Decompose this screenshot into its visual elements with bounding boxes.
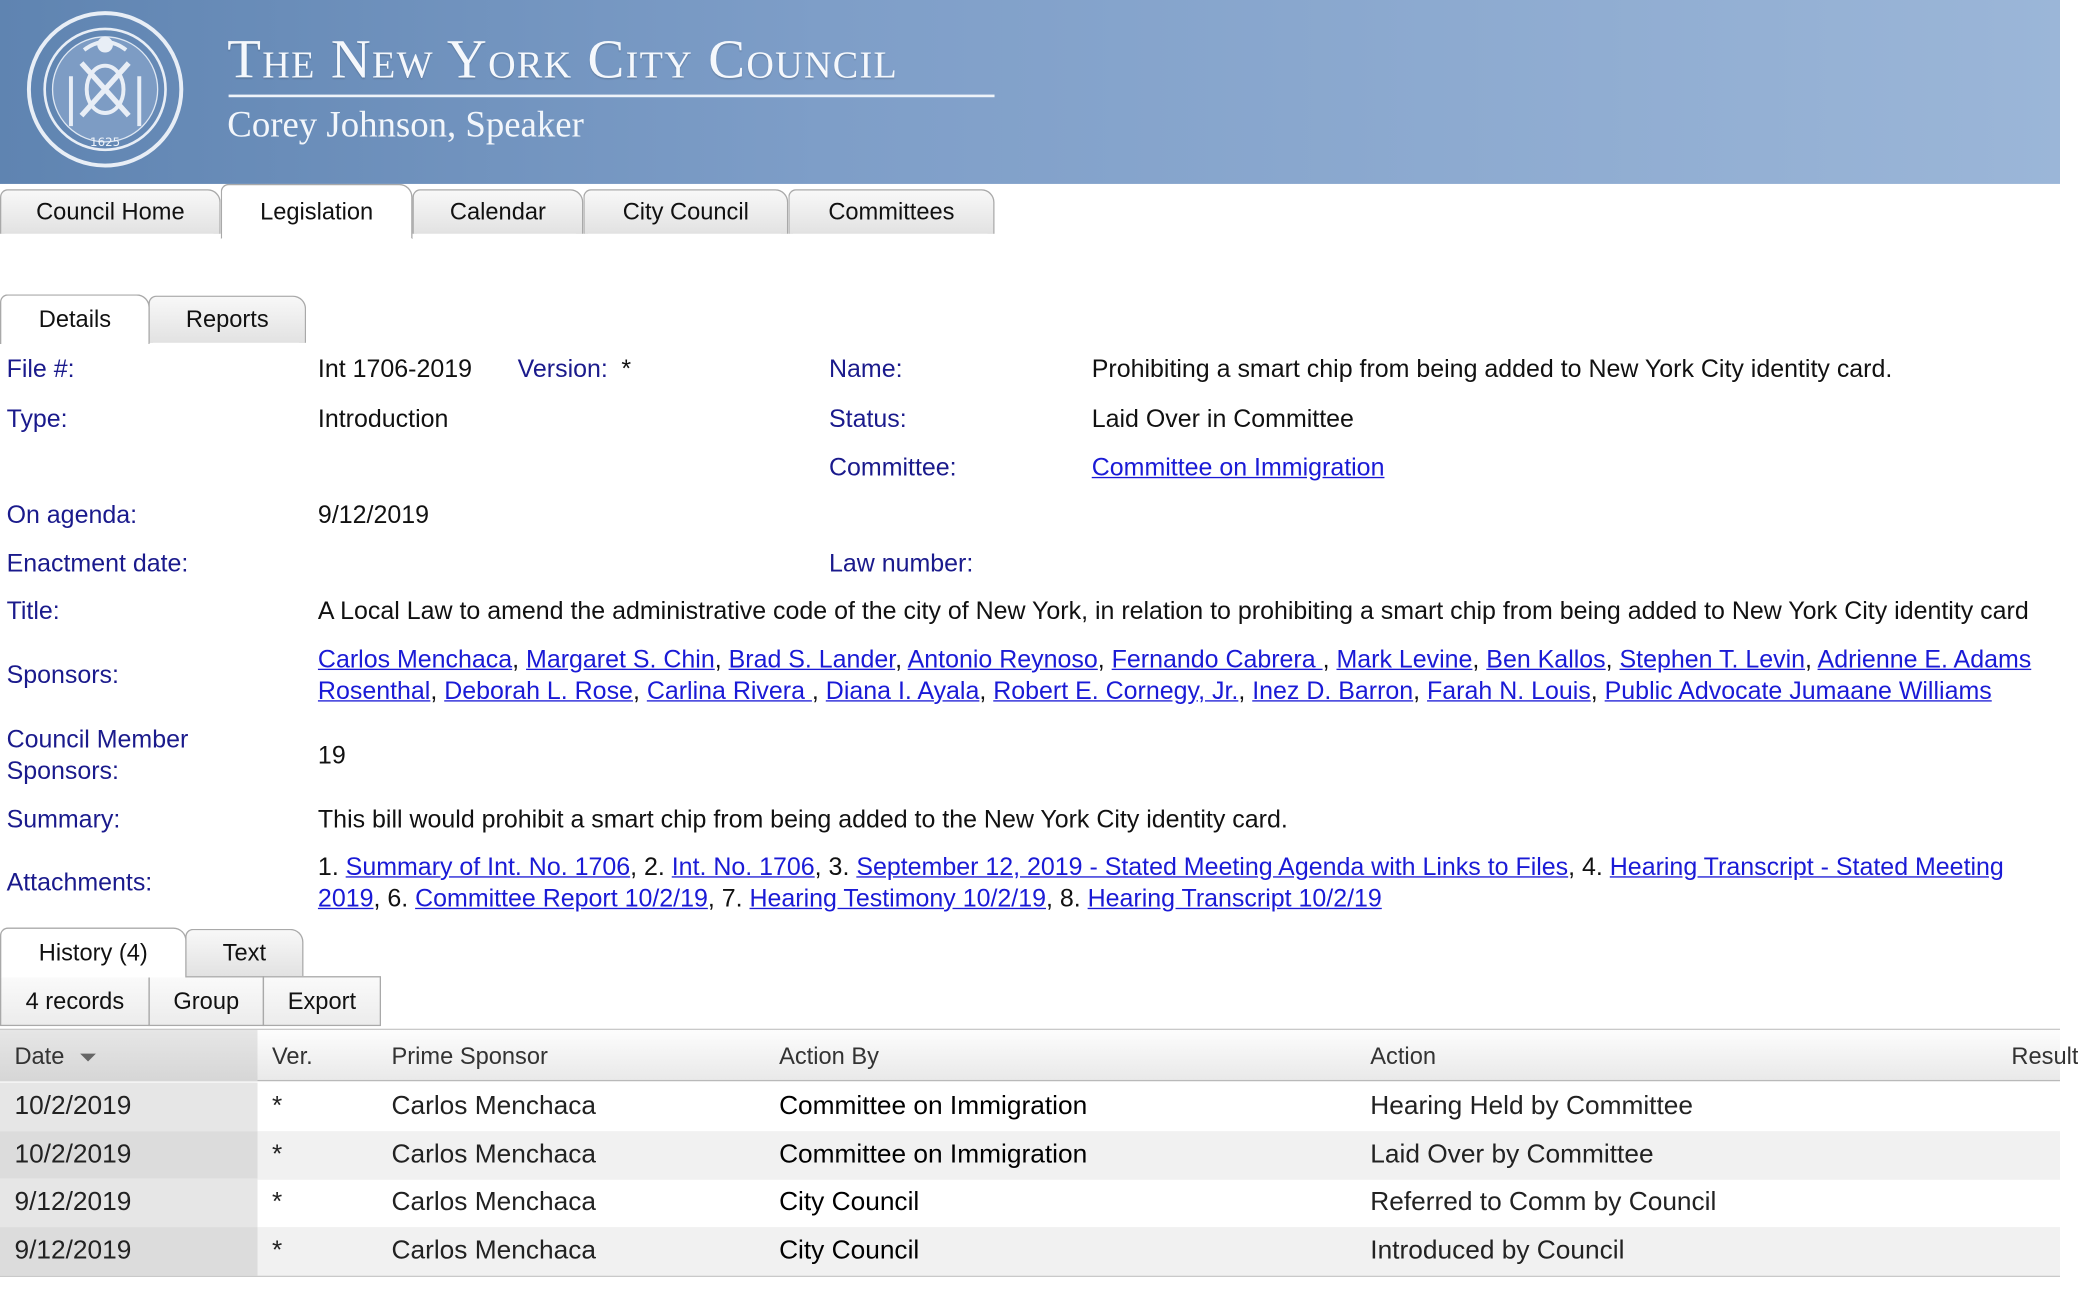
row-date: 9/12/2019	[14, 1236, 132, 1266]
type-value: Introduction	[317, 405, 449, 434]
column-header-version[interactable]: Ver.	[271, 1043, 313, 1070]
export-button[interactable]: Export	[263, 976, 381, 1026]
row-action: Laid Over by Committee	[1370, 1140, 1654, 1170]
sponsor-link[interactable]: Ben Kallos	[1486, 646, 1606, 674]
table-header	[0, 1029, 2078, 1082]
table-row[interactable]	[0, 1083, 2060, 1132]
cm-sponsors-label-2: Sponsors:	[6, 758, 119, 786]
title-value: A Local Law to amend the administrative code of the city of New York, in relation to prohibiting a smart chip from being added to New York City identity card	[317, 597, 2029, 626]
separator: ,	[630, 853, 644, 882]
separator: ,	[814, 853, 829, 882]
column-header-action-by[interactable]: Action By	[779, 1043, 879, 1070]
version-value: *	[621, 356, 632, 384]
sponsor-link[interactable]: Farah N. Louis	[1427, 677, 1591, 706]
sort-descending-icon	[79, 1051, 97, 1064]
row-version: *	[271, 1236, 283, 1266]
law-number-label: Law number:	[828, 550, 974, 579]
sponsors-line-2	[318, 678, 1992, 707]
attachment-number: 1.	[317, 853, 346, 882]
svg-text:1625: 1625	[90, 134, 121, 149]
attachment-link[interactable]: September 12, 2019 - Stated Meeting Agenda with Links to Files	[856, 853, 1569, 882]
version-label: Version:	[517, 356, 608, 384]
row-action: Introduced by Council	[1370, 1236, 1625, 1266]
row-action-by: City Council	[779, 1187, 920, 1217]
column-header-result[interactable]: Result	[2011, 1043, 2078, 1070]
separator: ,	[979, 677, 994, 706]
sponsor-link[interactable]: Mark Levine	[1336, 646, 1473, 674]
attachment-link[interactable]: Summary of Int. No. 1706	[345, 853, 631, 882]
separator: ,	[1238, 677, 1253, 706]
title-divider	[229, 95, 995, 98]
attachment-number: 8.	[1059, 885, 1088, 914]
separator: ,	[707, 885, 722, 914]
tab-history[interactable]: History (4)	[0, 928, 187, 978]
separator: ,	[1805, 646, 1818, 674]
row-prime-sponsor: Carlos Menchaca	[391, 1091, 596, 1121]
row-date: 9/12/2019	[14, 1187, 132, 1217]
name-label: Name:	[828, 356, 903, 384]
enactment-date-label: Enactment date:	[6, 550, 189, 579]
tab-council-home[interactable]: Council Home	[0, 189, 221, 234]
attachments-line-1	[318, 854, 2004, 883]
table-row[interactable]	[0, 1178, 2060, 1227]
file-number-label: File #:	[6, 356, 75, 384]
summary-label: Summary:	[6, 806, 121, 835]
sponsor-link[interactable]: Carlos Menchaca	[317, 646, 513, 674]
attachment-link[interactable]: Hearing Testimony 10/2/19	[749, 885, 1046, 914]
row-action-by: Committee on Immigration	[779, 1091, 1088, 1121]
sponsor-link[interactable]: Robert E. Cornegy, Jr.	[993, 677, 1239, 706]
separator: ,	[1045, 885, 1060, 914]
separator: ,	[1472, 646, 1487, 674]
cm-sponsors-value: 19	[317, 742, 346, 770]
separator: ,	[1590, 677, 1605, 706]
sponsor-link[interactable]: Margaret S. Chin	[526, 646, 715, 674]
sponsor-link[interactable]: Adrienne E. Adams	[1817, 646, 2032, 674]
column-header-date[interactable]: Date	[14, 1043, 97, 1071]
separator: ,	[714, 646, 729, 674]
tab-legislation[interactable]: Legislation	[221, 184, 413, 239]
separator: ,	[1322, 646, 1337, 674]
row-prime-sponsor: Carlos Menchaca	[391, 1236, 596, 1266]
sponsor-link[interactable]: Rosenthal	[317, 677, 431, 706]
attachments-line-2	[318, 885, 1382, 914]
tab-details[interactable]: Details	[0, 294, 150, 344]
row-version: *	[271, 1187, 283, 1217]
sponsor-link[interactable]: Inez D. Barron	[1252, 677, 1414, 706]
sponsor-link[interactable]: Carlina Rivera	[646, 677, 812, 706]
row-prime-sponsor: Carlos Menchaca	[391, 1140, 596, 1170]
summary-value: This bill would prohibit a smart chip from being added to the New York City identity card.	[317, 806, 1288, 835]
separator: ,	[632, 677, 647, 706]
separator: ,	[512, 646, 527, 674]
status-label: Status:	[828, 405, 907, 434]
row-date: 10/2/2019	[14, 1091, 132, 1121]
attachment-link[interactable]: 2019	[317, 885, 374, 914]
row-action: Referred to Comm by Council	[1370, 1187, 1717, 1217]
attachment-number: 2.	[643, 853, 672, 882]
row-action: Hearing Held by Committee	[1370, 1091, 1694, 1121]
separator: ,	[1413, 677, 1428, 706]
attachment-number: 4.	[1582, 853, 1610, 882]
attachments-label: Attachments:	[6, 869, 153, 898]
site-subtitle: Corey Johnson, Speaker	[227, 105, 584, 146]
row-prime-sponsor: Carlos Menchaca	[391, 1187, 596, 1217]
row-version: *	[271, 1091, 283, 1121]
separator: ,	[1605, 646, 1620, 674]
row-version: *	[271, 1140, 283, 1170]
main-nav	[0, 184, 2060, 239]
cm-sponsors-label-1: Council Member	[6, 726, 189, 755]
name-value: Prohibiting a smart chip from being added to New York City identity card.	[1091, 356, 1893, 384]
committee-link[interactable]: Committee on Immigration	[1091, 454, 1385, 483]
separator: ,	[1568, 853, 1583, 882]
tab-reports[interactable]: Reports	[148, 296, 306, 343]
site-title[interactable]: The New York City Council	[227, 30, 899, 91]
tab-committees[interactable]: Committees	[788, 189, 994, 234]
sponsors-label: Sponsors:	[6, 662, 119, 690]
tab-city-council[interactable]: City Council	[583, 189, 788, 234]
sponsor-link[interactable]: Stephen T. Levin	[1619, 646, 1806, 674]
row-date: 10/2/2019	[14, 1140, 132, 1170]
sponsor-link[interactable]: Diana I. Ayala	[825, 677, 980, 706]
separator: ,	[430, 677, 445, 706]
separator: ,	[373, 885, 388, 914]
title-label: Title:	[6, 597, 60, 626]
attachment-link[interactable]: Hearing Transcript 10/2/19	[1087, 885, 1382, 914]
status-value: Laid Over in Committee	[1091, 405, 1354, 434]
row-action-by: City Council	[779, 1236, 920, 1266]
type-label: Type:	[6, 405, 68, 434]
sponsors-line-1	[318, 646, 2031, 675]
attachment-link[interactable]: Hearing Transcript - Stated Meeting	[1609, 853, 2004, 882]
column-header-prime-sponsor[interactable]: Prime Sponsor	[391, 1043, 548, 1070]
attachment-link[interactable]: Int. No. 1706	[671, 853, 815, 882]
attachment-link[interactable]: Committee Report 10/2/19	[415, 885, 708, 914]
file-number-value: Int 1706-2019	[317, 356, 472, 384]
attachment-number: 6.	[387, 885, 416, 914]
table-row[interactable]	[0, 1131, 2060, 1180]
group-button[interactable]: Group	[148, 976, 264, 1026]
sponsor-link[interactable]: Fernando Cabrera	[1111, 646, 1323, 674]
sponsor-link[interactable]: Brad S. Lander	[728, 646, 896, 674]
on-agenda-label: On agenda:	[6, 501, 138, 530]
nyc-seal-logo[interactable]	[26, 11, 184, 169]
column-header-action[interactable]: Action	[1370, 1043, 1436, 1070]
table-bottom-rule	[0, 1276, 2060, 1277]
sponsor-link[interactable]: Antonio Reynoso	[907, 646, 1098, 674]
table-row[interactable]	[0, 1227, 2060, 1276]
sponsor-link[interactable]: Deborah L. Rose	[444, 677, 633, 706]
site-banner	[0, 0, 2060, 184]
attachment-number: 3.	[828, 853, 857, 882]
committee-label: Committee:	[828, 454, 957, 483]
sponsor-link[interactable]: Public Advocate Jumaane Williams	[1604, 677, 1992, 706]
records-count: 4 records	[0, 976, 150, 1026]
separator: ,	[895, 646, 908, 674]
row-action-by: Committee on Immigration	[779, 1140, 1088, 1170]
separator: ,	[811, 677, 826, 706]
tab-text[interactable]: Text	[185, 929, 303, 976]
separator: ,	[1097, 646, 1112, 674]
attachment-number: 7.	[721, 885, 750, 914]
on-agenda-value: 9/12/2019	[317, 501, 429, 530]
tab-calendar[interactable]: Calendar	[413, 189, 584, 234]
